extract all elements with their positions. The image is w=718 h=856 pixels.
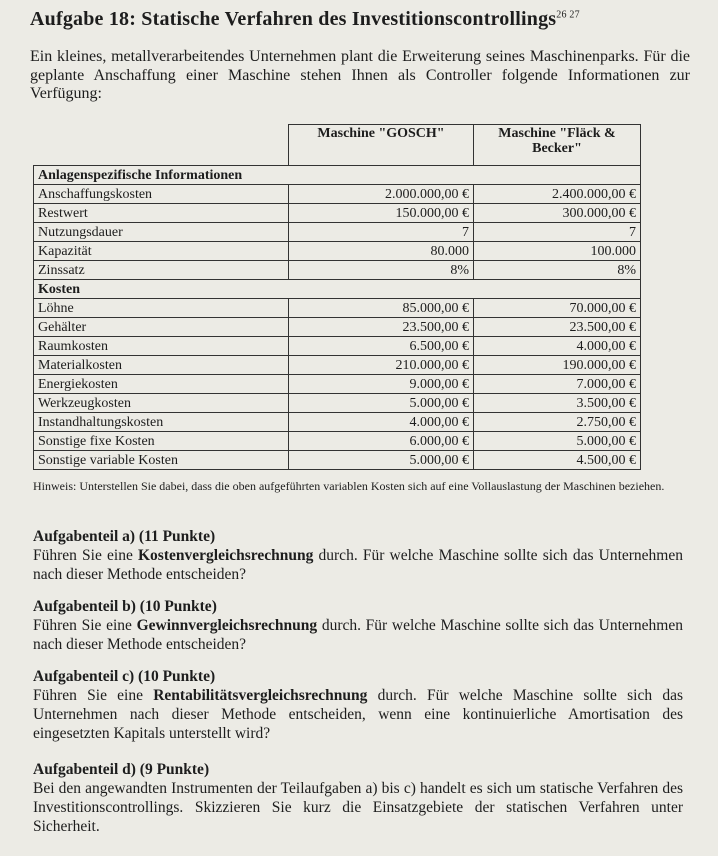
value-gosch: 6.000,00 € — [289, 432, 474, 451]
value-gosch: 210.000,00 € — [289, 356, 474, 375]
section-label: Kosten — [34, 280, 641, 299]
value-flaeck-becker: 8% — [474, 261, 641, 280]
title-footnotes: 26 27 — [556, 9, 580, 21]
hint-note: Hinweis: Unterstellen Sie dabei, dass die oben aufgeführten variablen Kosten sich auf eine Vollauslastung der Maschinen beziehen. — [33, 479, 665, 493]
section-header-anlagen — [34, 166, 641, 185]
value-gosch: 5.000,00 € — [289, 451, 474, 470]
value-flaeck-becker: 100.000 — [474, 242, 641, 261]
value-flaeck-becker: 190.000,00 € — [474, 356, 641, 375]
task-a-heading: Aufgabenteil a) (11 Punkte) — [33, 528, 216, 545]
task-b-text — [33, 616, 683, 654]
row-label: Zinssatz — [34, 261, 289, 280]
value-flaeck-becker: 2.400.000,00 € — [474, 185, 641, 204]
row-label: Sonstige variable Kosten — [34, 451, 289, 470]
table-row — [34, 299, 641, 318]
value-flaeck-becker: 3.500,00 € — [474, 394, 641, 413]
task-b-post: durch. Für welche Maschine sollte sich das Unternehmen nach dieser Methode entscheiden? — [33, 617, 683, 653]
value-flaeck-becker: 300.000,00 € — [474, 204, 641, 223]
row-label: Kapazität — [34, 242, 289, 261]
intro-paragraph: Ein kleines, metallverarbeitendes Unternehmen plant die Erweiterung seines Maschinenparks. Für die geplante Anschaffung einer Maschine stehen Ihnen als Controller folgende Informationen zur Verfügung: — [30, 48, 690, 102]
task-c-post: durch. Für welche Maschine sollte sich das Unternehmen nach dieser Methode entscheiden, wenn eine kontinuierliche Amortisation des eingesetzten Kapitals unterstellt wird? — [33, 687, 683, 742]
row-label: Nutzungsdauer — [34, 223, 289, 242]
machine-comparison-table — [33, 124, 641, 470]
task-b-heading: Aufgabenteil b) (10 Punkte) — [33, 598, 217, 615]
value-flaeck-becker: 4.500,00 € — [474, 451, 641, 470]
table-row — [34, 204, 641, 223]
row-label: Materialkosten — [34, 356, 289, 375]
value-flaeck-becker: 7.000,00 € — [474, 375, 641, 394]
row-label: Instandhaltungskosten — [34, 413, 289, 432]
table-row — [34, 261, 641, 280]
table-row — [34, 356, 641, 375]
task-c-pre: Führen Sie eine — [33, 687, 154, 704]
value-gosch: 5.000,00 € — [289, 394, 474, 413]
value-gosch: 8% — [289, 261, 474, 280]
task-a-post: durch. Für welche Maschine sollte sich das Unternehmen nach dieser Methode entscheiden? — [33, 547, 683, 583]
row-label: Anschaffungskosten — [34, 185, 289, 204]
task-b-pre: Führen Sie eine — [33, 617, 137, 634]
title-text: Aufgabe 18: Statische Verfahren des Investitionscontrollings — [30, 8, 557, 30]
table-row — [34, 413, 641, 432]
value-gosch: 150.000,00 € — [289, 204, 474, 223]
value-flaeck-becker: 7 — [474, 223, 641, 242]
table-row — [34, 394, 641, 413]
value-flaeck-becker: 23.500,00 € — [474, 318, 641, 337]
row-label: Gehälter — [34, 318, 289, 337]
table-header-row — [34, 125, 641, 166]
value-flaeck-becker: 4.000,00 € — [474, 337, 641, 356]
row-label: Löhne — [34, 299, 289, 318]
col-header-flaeck-becker: Maschine "Fläck & Becker" — [474, 125, 641, 166]
table-header-blank — [34, 125, 289, 166]
row-label: Energiekosten — [34, 375, 289, 394]
value-gosch: 4.000,00 € — [289, 413, 474, 432]
table-row — [34, 375, 641, 394]
exercise-title — [30, 8, 580, 31]
task-a-text — [33, 546, 683, 584]
table-row — [34, 432, 641, 451]
task-d-heading: Aufgabenteil d) (9 Punkte) — [33, 761, 210, 778]
value-gosch: 7 — [289, 223, 474, 242]
task-b — [33, 597, 683, 654]
table-row — [34, 451, 641, 470]
task-a-method: Kostenvergleichsrechnung — [138, 547, 314, 564]
value-gosch: 6.500,00 € — [289, 337, 474, 356]
table-row — [34, 185, 641, 204]
row-label: Werkzeugkosten — [34, 394, 289, 413]
section-label: Anlagenspezifische Informationen — [34, 166, 641, 185]
row-label: Sonstige fixe Kosten — [34, 432, 289, 451]
value-gosch: 23.500,00 € — [289, 318, 474, 337]
value-flaeck-becker: 70.000,00 € — [474, 299, 641, 318]
task-b-method: Gewinnvergleichsrechnung — [136, 617, 318, 634]
col-header-gosch: Maschine "GOSCH" — [289, 125, 474, 166]
task-c — [33, 667, 683, 743]
value-gosch: 9.000,00 € — [289, 375, 474, 394]
task-a-pre: Führen Sie eine — [33, 547, 138, 564]
value-gosch: 2.000.000,00 € — [289, 185, 474, 204]
task-a — [33, 527, 683, 584]
task-c-method: Rentabilitätsvergleichsrechnung — [153, 687, 368, 704]
value-flaeck-becker: 5.000,00 € — [474, 432, 641, 451]
value-gosch: 80.000 — [289, 242, 474, 261]
table-row — [34, 318, 641, 337]
row-label: Raumkosten — [34, 337, 289, 356]
table-row — [34, 223, 641, 242]
value-gosch: 85.000,00 € — [289, 299, 474, 318]
task-d — [33, 760, 683, 836]
table-row — [34, 337, 641, 356]
value-flaeck-becker: 2.750,00 € — [474, 413, 641, 432]
row-label: Restwert — [34, 204, 289, 223]
task-c-text — [33, 686, 683, 743]
table-row — [34, 242, 641, 261]
task-c-heading: Aufgabenteil c) (10 Punkte) — [33, 668, 216, 685]
section-header-kosten — [34, 280, 641, 299]
task-d-text: Bei den angewandten Instrumenten der Teilaufgaben a) bis c) handelt es sich um statische Verfahren des Investitionscontrollings. Skizzieren Sie kurz die Einsatzgebiete der statischen Verfahren unter Sicherheit. — [33, 780, 683, 835]
